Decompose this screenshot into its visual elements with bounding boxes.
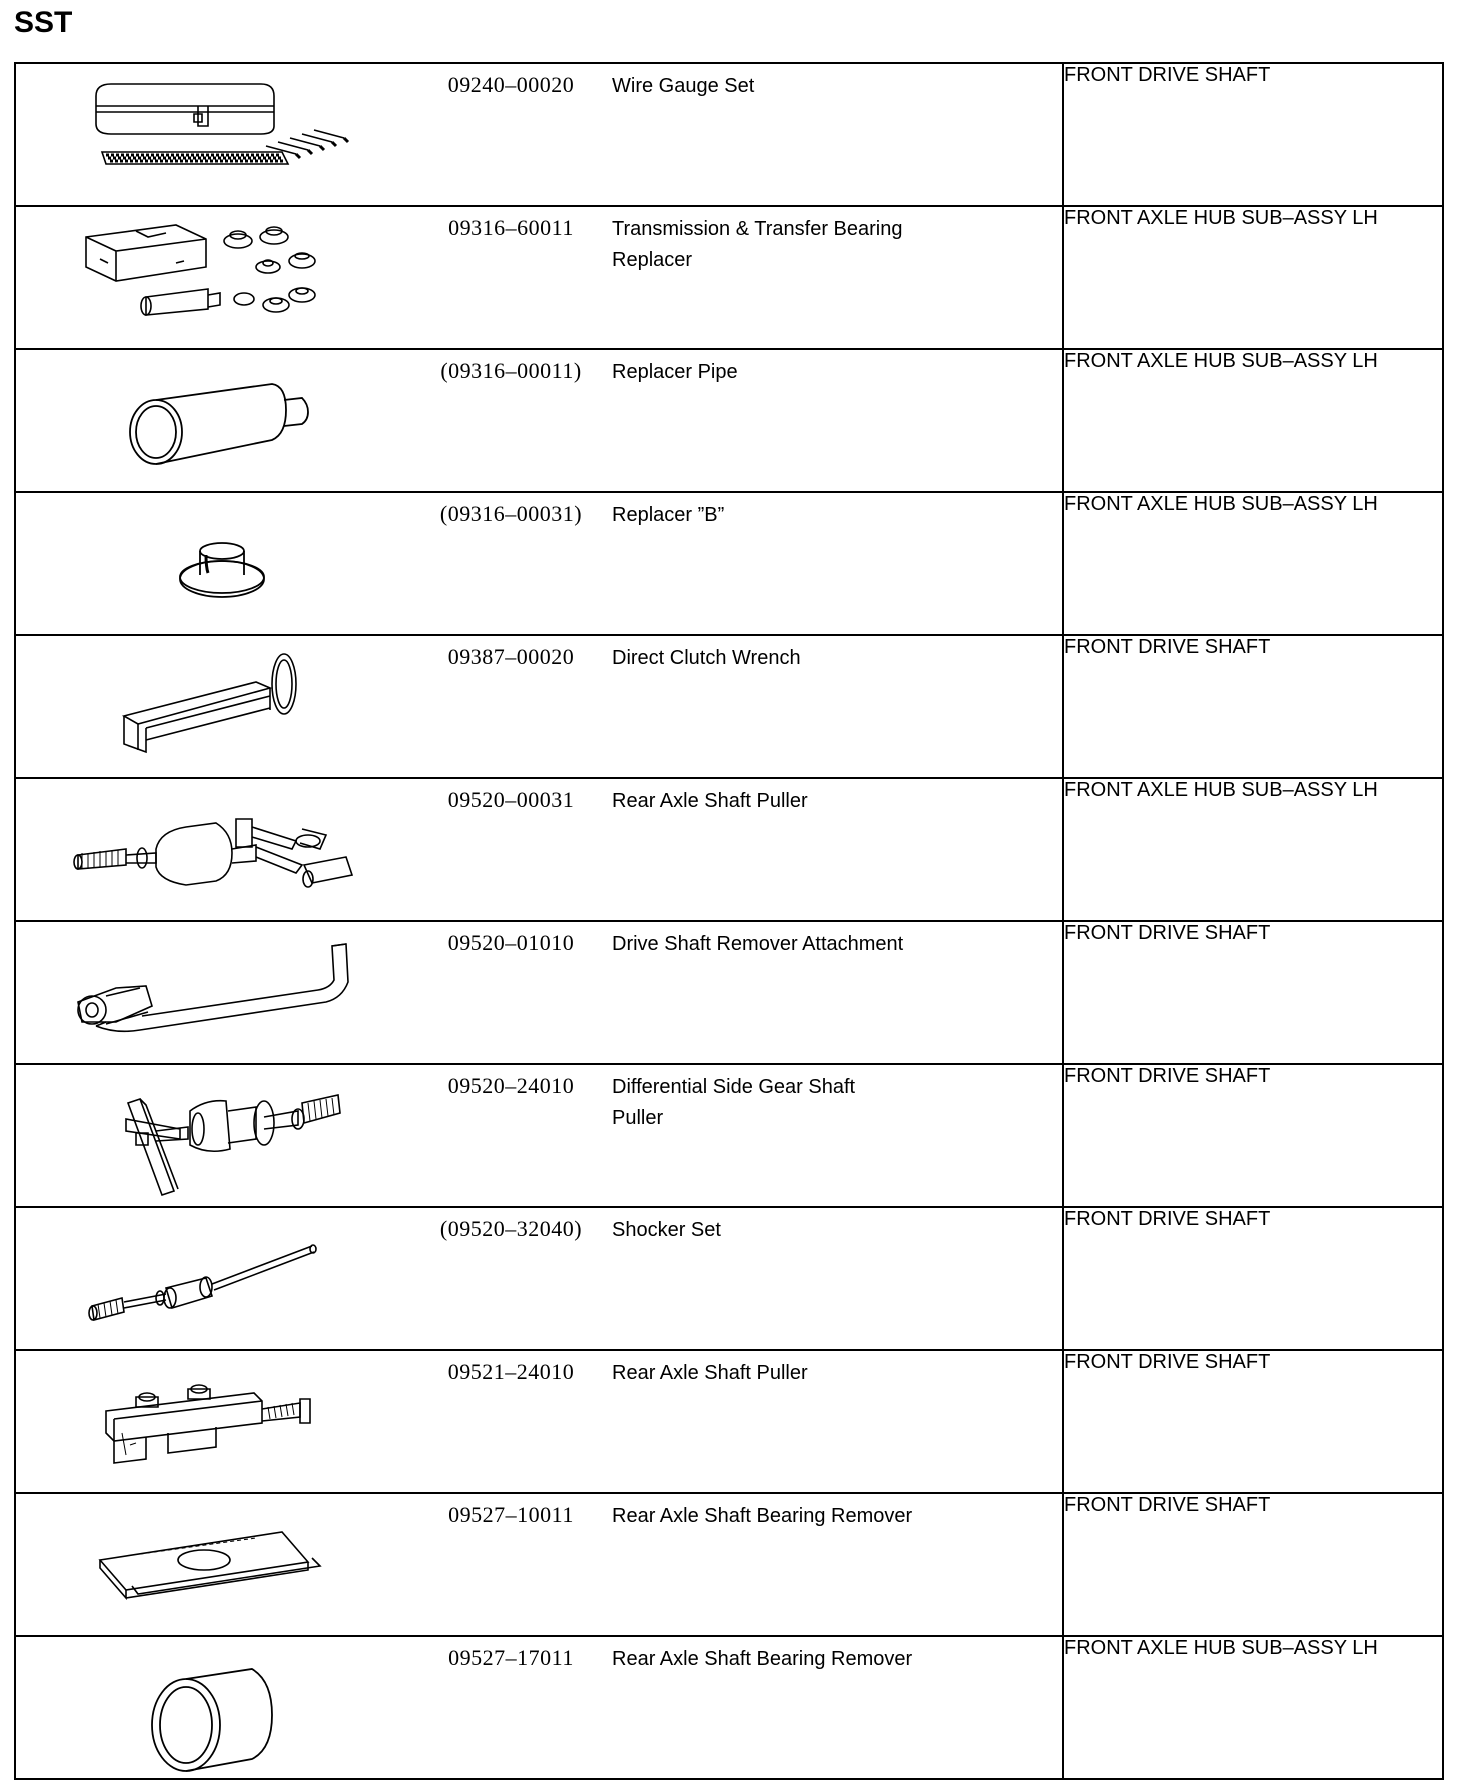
tool-name: Drive Shaft Remover Attachment — [612, 933, 904, 955]
bearing-replacer-set-icon — [56, 211, 386, 345]
used-for: FRONT DRIVE SHAFT — [1063, 921, 1443, 1064]
part-number: 09527–17011 — [448, 1645, 574, 1670]
used-for: FRONT AXLE HUB SUB–ASSY LH — [1063, 206, 1443, 349]
used-for: FRONT AXLE HUB SUB–ASSY LH — [1063, 349, 1443, 492]
tool-name: Direct Clutch Wrench — [612, 647, 801, 669]
tool-cell — [15, 921, 1063, 1064]
table-row — [15, 492, 1443, 635]
used-for: FRONT AXLE HUB SUB–ASSY LH — [1063, 492, 1443, 635]
table-row — [15, 1350, 1443, 1493]
wire-gauge-set-icon — [56, 68, 386, 202]
tool-cell — [15, 349, 1063, 492]
table-row — [15, 1207, 1443, 1350]
remover-attachment-icon — [56, 926, 386, 1060]
used-for: FRONT DRIVE SHAFT — [1063, 63, 1443, 206]
tool-name: Rear Axle Shaft Bearing Remover — [612, 1648, 913, 1670]
table-row — [15, 63, 1443, 206]
tool-name: Rear Axle Shaft Puller — [612, 790, 808, 812]
tool-name: Replacer Pipe — [612, 361, 738, 383]
part-number: 09240–00020 — [447, 72, 575, 97]
tool-cell — [15, 1207, 1063, 1350]
part-number: (09520–32040) — [439, 1216, 583, 1241]
bearing-remover-cup-icon — [56, 1641, 386, 1775]
tool-cell — [15, 63, 1063, 206]
tool-cell — [15, 1493, 1063, 1636]
table-row — [15, 349, 1443, 492]
used-for: FRONT DRIVE SHAFT — [1063, 1350, 1443, 1493]
table-row — [15, 778, 1443, 921]
tool-name — [612, 1072, 1042, 1134]
shocker-set-icon — [56, 1212, 386, 1346]
part-number: 09521–24010 — [447, 1359, 575, 1384]
used-for: FRONT DRIVE SHAFT — [1063, 1064, 1443, 1207]
replacer-pipe-icon — [56, 354, 386, 488]
sst-table — [14, 62, 1444, 1780]
tool-cell — [15, 1636, 1063, 1779]
table-row — [15, 206, 1443, 349]
used-for: FRONT DRIVE SHAFT — [1063, 1207, 1443, 1350]
part-number: 09387–00020 — [447, 644, 575, 669]
table-row — [15, 635, 1443, 778]
used-for: FRONT DRIVE SHAFT — [1063, 1493, 1443, 1636]
page-title: SST — [14, 6, 73, 39]
side-gear-puller-icon — [56, 1069, 386, 1203]
part-number: (09316–00031) — [439, 501, 583, 526]
tool-cell — [15, 1350, 1063, 1493]
tool-cell — [15, 1064, 1063, 1207]
clutch-wrench-icon — [56, 640, 386, 774]
tool-name: Wire Gauge Set — [612, 75, 755, 97]
tool-name: Replacer ”B” — [612, 504, 725, 526]
used-for: FRONT AXLE HUB SUB–ASSY LH — [1063, 1636, 1443, 1779]
tool-name — [612, 214, 1042, 276]
tool-name-line: Transmission & Transfer Bearing Replacer — [612, 218, 903, 271]
part-number: 09520–01010 — [447, 930, 575, 955]
bearing-remover-plate-icon — [56, 1498, 386, 1632]
part-number: 09520–00031 — [447, 787, 575, 812]
tool-name: Rear Axle Shaft Bearing Remover — [612, 1505, 913, 1527]
table-row — [15, 1064, 1443, 1207]
tool-cell — [15, 492, 1063, 635]
table-row — [15, 921, 1443, 1064]
tool-name: Shocker Set — [612, 1219, 721, 1241]
tool-cell — [15, 206, 1063, 349]
part-number: (09316–00011) — [440, 358, 582, 383]
part-number: 09316–60011 — [448, 215, 574, 240]
table-row — [15, 1493, 1443, 1636]
shaft-puller-clamp-icon — [56, 1355, 386, 1489]
replacer-b-icon — [56, 497, 386, 631]
part-number: 09527–10011 — [448, 1502, 574, 1527]
tool-name-line: Differential Side Gear Shaft Puller — [612, 1076, 856, 1129]
tool-name: Rear Axle Shaft Puller — [612, 1362, 808, 1384]
table-row — [15, 1636, 1443, 1779]
part-number: 09520–24010 — [447, 1073, 575, 1098]
tool-cell — [15, 635, 1063, 778]
used-for: FRONT DRIVE SHAFT — [1063, 635, 1443, 778]
tool-cell — [15, 778, 1063, 921]
axle-shaft-puller-icon — [56, 783, 386, 917]
used-for: FRONT AXLE HUB SUB–ASSY LH — [1063, 778, 1443, 921]
